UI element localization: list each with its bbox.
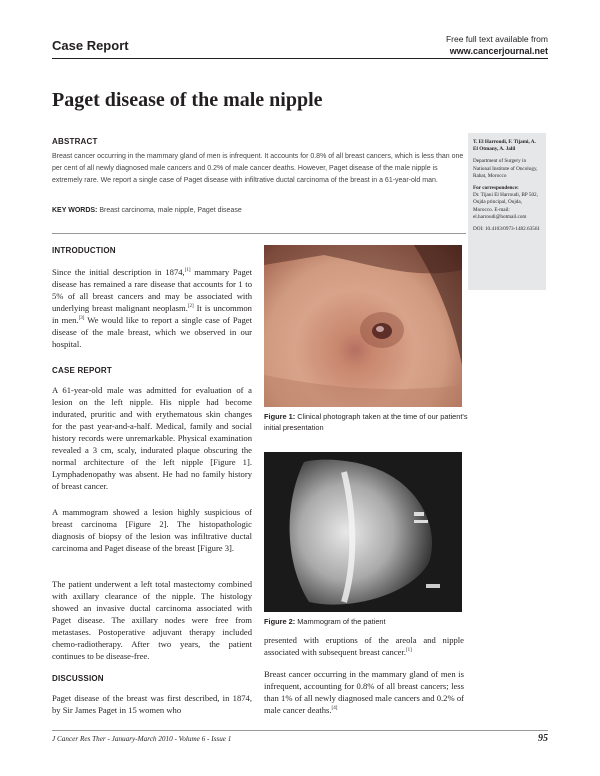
article-title: Paget disease of the male nipple bbox=[52, 89, 323, 111]
keywords bbox=[52, 207, 466, 214]
ref-2[interactable]: [2] bbox=[187, 304, 194, 310]
introduction-paragraph: Since the initial description in 1874,[1] mammary Paget disease has remained a rare disease that accounts for 1 to 5% of all breast cancers and may be associated with underlying breast malignant neoplasm.[2] It is uncommon in men.[3] We would like to report a single case of Paget disease of the male breast, which we observed in our hospital. bbox=[52, 267, 252, 349]
journal-url-link[interactable]: www.cancerjournal.net bbox=[449, 46, 548, 56]
figure-1-photo bbox=[264, 245, 462, 407]
abstract-rule bbox=[52, 233, 466, 234]
right-column-paragraph-2: Breast cancer occurring in the mammary gland of men is infrequent, accounting for 0.8% of all breast cancers; less than 1% of all newly diagnosed male cancers and 0.2% of male cancer deaths.[4] bbox=[264, 669, 464, 715]
case-report-paragraph-2: A mammogram showed a lesion highly suspicious of breast carcinoma [Figure 2]. The histopathologic diagnosis of biopsy of the lesion was infiltrative ductal carcinoma and Paget disease of the breast [Figure 3]. bbox=[52, 507, 252, 553]
correspondence-text: Dr. Tijani El Harroudi, BP 502, Oujda principal, Oujda, Morocco. E-mail: el.harroudi@hotmail.com bbox=[473, 192, 538, 220]
case-report-paragraph-3: The patient underwent a left total mastectomy combined with axillary clearance of the nipple. The histology showed an invasive ductal carcinoma associated with Paget disease. The axillary nodes were free from metastases. Postoperative adjuvant therapy included chemo-radiotherapy. After two years, the patient continues to be disease-free. bbox=[52, 579, 252, 661]
case-report-heading: CASE REPORT bbox=[52, 366, 112, 375]
keywords-label: KEY WORDS: bbox=[52, 207, 98, 214]
ref-1[interactable]: [1] bbox=[184, 268, 191, 274]
mammogram-illustration bbox=[264, 452, 462, 612]
journal-citation: J Cancer Res Ther - January-March 2010 - Volume 6 - Issue 1 bbox=[52, 735, 232, 743]
right-column-paragraph-1: presented with eruptions of the areola and nipple associated with subsequent breast cancer.[1] bbox=[264, 635, 464, 657]
figure-1-caption: Figure 1: Clinical photograph taken at the time of our patient's initial presentation bbox=[264, 412, 468, 432]
abstract-heading: ABSTRACT bbox=[52, 137, 98, 146]
keywords-text: Breast carcinoma, male nipple, Paget disease bbox=[99, 207, 242, 214]
introduction-heading: INTRODUCTION bbox=[52, 246, 116, 255]
discussion-paragraph: Paget disease of the breast was first described, in 1874, by Sir James Paget in 15 women who bbox=[52, 693, 252, 715]
case-report-paragraph-1: A 61-year-old male was admitted for evaluation of a lesion on the left nipple. His nipple had become indurated, pruritic and with erythematous skin changes for the past year-and-a-half. Medical, family and social history records were unremarkable. Physical examination revealed a 3 cm, scaly, indurated plaque obscuring the normal architecture of the left nipple [Figure 1]. Lymphadenopathy was absent. He had no family history of breast cancer. bbox=[52, 385, 252, 491]
abstract-text: Breast cancer occurring in the mammary gland of men is infrequent. It accounts for 0.8% of all breast cancers, which is less than one per cent of all newly diagnosed male cancers and 0.2% of male cancer deaths. However, Paget disease of the male nipple is extremely rare. We report a single case of Paget disease with infiltrative ductal carcinoma of the breast in a 61-year-old man. bbox=[52, 153, 464, 184]
section-label: Case Report bbox=[52, 38, 129, 53]
author-info-box bbox=[468, 133, 546, 290]
footer-rule bbox=[52, 730, 548, 731]
figure-2-label: Figure 2: bbox=[264, 617, 296, 626]
authors: T. El Harroudi, F. Tijami, A. El Otmany, A. Jalil bbox=[473, 139, 536, 153]
free-text-label: Free full text available from bbox=[445, 34, 548, 44]
figure-1-label: Figure 1: bbox=[264, 412, 296, 421]
ref-1b[interactable]: [1] bbox=[406, 648, 412, 654]
figure-2-mammogram bbox=[264, 452, 462, 612]
correspondence-label: For correspondence: bbox=[473, 185, 519, 192]
ref-4[interactable]: [4] bbox=[331, 706, 338, 712]
affiliation: Department of Surgery in National Institute of Oncology, Rabat, Morocco bbox=[473, 158, 538, 179]
discussion-heading: DISCUSSION bbox=[52, 674, 104, 683]
ref-3[interactable]: [3] bbox=[78, 316, 85, 322]
page-number: 95 bbox=[538, 733, 548, 744]
header-rule bbox=[52, 58, 548, 59]
clinical-photo-illustration bbox=[264, 245, 462, 407]
doi: DOI: 10.4103/0973-1482.63561 bbox=[473, 226, 541, 233]
figure-2-caption: Figure 2: Mammogram of the patient bbox=[264, 617, 386, 626]
